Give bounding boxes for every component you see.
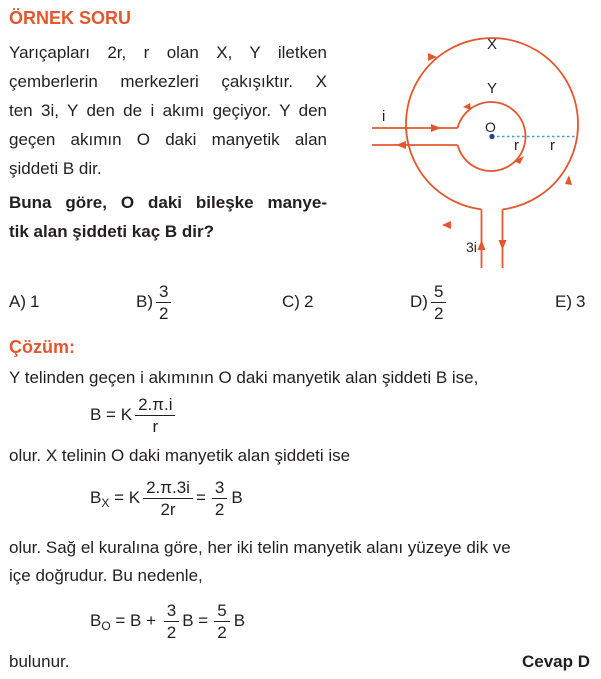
- label-3i: 3i: [466, 239, 477, 255]
- option-c[interactable]: [282, 280, 313, 324]
- option-b-label: B): [136, 292, 153, 311]
- solution-line-1: Y telinden geçen i akımının O daki manyetik alan şiddeti B ise,: [9, 368, 479, 387]
- option-d-label: D): [410, 292, 428, 311]
- eq3-fraction-2: $\frac{5}{2}$: [214, 601, 229, 642]
- option-d[interactable]: [410, 280, 446, 324]
- arrow-in-i-icon: [431, 124, 441, 132]
- option-d-fraction: $\frac{5}{2}$: [431, 282, 446, 323]
- arrow-3i-up-icon: [478, 240, 486, 250]
- eq2-subscript: X: [101, 496, 110, 510]
- arrow-y-top-icon: [463, 103, 471, 110]
- arrow-out-i-icon: [396, 141, 406, 149]
- arrow-3i-down-icon: [499, 240, 507, 250]
- arrow-x-right-icon: [565, 175, 572, 185]
- question-line: çemberlerin merkezleri çakışıktır. X: [9, 72, 327, 91]
- question-line: geçen akımın O daki manyetik alan: [9, 130, 327, 149]
- equation-1: [90, 392, 175, 438]
- label-r-outer: r: [550, 137, 555, 154]
- arrow-x-bottom-icon: [442, 221, 451, 229]
- option-e-value: 3: [576, 292, 586, 311]
- question-line: şiddeti B dir.: [9, 159, 102, 178]
- label-i: i: [382, 108, 386, 125]
- eq1-fraction: $\frac{2.\pi.i}{r}$: [135, 395, 175, 436]
- option-b-fraction: $\frac{3}{2}$: [156, 282, 171, 323]
- eq2-equals: =: [195, 488, 206, 507]
- equation-3: [90, 597, 245, 645]
- label-o: O: [485, 119, 496, 135]
- label-x: X: [487, 36, 498, 53]
- option-c-label: C): [282, 292, 300, 311]
- option-e-label: E): [555, 292, 572, 311]
- eq3-mid: = B +: [110, 611, 161, 630]
- eq3-subscript: O: [101, 619, 111, 633]
- option-e[interactable]: [555, 280, 585, 324]
- example-heading: ÖRNEK SORU: [9, 8, 132, 28]
- question-prompt-line: Buna göre, O daki bileşke manye-: [9, 193, 327, 212]
- option-a[interactable]: [9, 280, 39, 324]
- equation-2: [90, 474, 243, 522]
- solution-line-5: bulunur.: [9, 652, 70, 671]
- option-a-label: A): [9, 292, 26, 311]
- eq1-lhs: B = K: [90, 405, 133, 424]
- solution-line-3: olur. Sağ el kuralına göre, her iki telin manyetik alanı yüzeye dik ve: [9, 538, 511, 557]
- circuit-figure: [350, 25, 600, 275]
- eq3-fraction-1: $\frac{3}{2}$: [164, 601, 179, 642]
- question-line: Yarıçapları 2r, r olan X, Y iletken: [9, 43, 327, 62]
- eq3-mid-2: B =: [182, 611, 209, 630]
- eq3-tail: B: [233, 611, 246, 630]
- option-c-value: 2: [303, 292, 314, 311]
- solution-heading: Çözüm:: [9, 337, 75, 357]
- eq2-result-fraction: $\frac{3}{2}$: [212, 478, 227, 519]
- solution-line-4: içe doğrudur. Bu nedenle,: [9, 566, 203, 585]
- eq2-equals-k: = K: [109, 488, 141, 507]
- eq2-fraction: $\frac{2.\pi.3i}{2r}$: [143, 478, 193, 519]
- answer-label: Cevap D: [521, 652, 590, 671]
- eq2-tail: B: [231, 488, 243, 507]
- question-prompt-line: tik alan şiddeti kaç B dir?: [9, 222, 215, 241]
- label-r-inner: r: [514, 137, 519, 154]
- question-line: ten 3i, Y den de i akımı geçiyor. Y den: [9, 101, 327, 120]
- eq2-b: B: [90, 488, 102, 507]
- label-y: Y: [487, 80, 498, 97]
- eq3-b: B: [90, 611, 102, 630]
- solution-line-2: olur. X telinin O daki manyetik alan şiddeti ise: [9, 446, 351, 465]
- option-a-value: 1: [30, 292, 40, 311]
- option-b[interactable]: [136, 280, 171, 324]
